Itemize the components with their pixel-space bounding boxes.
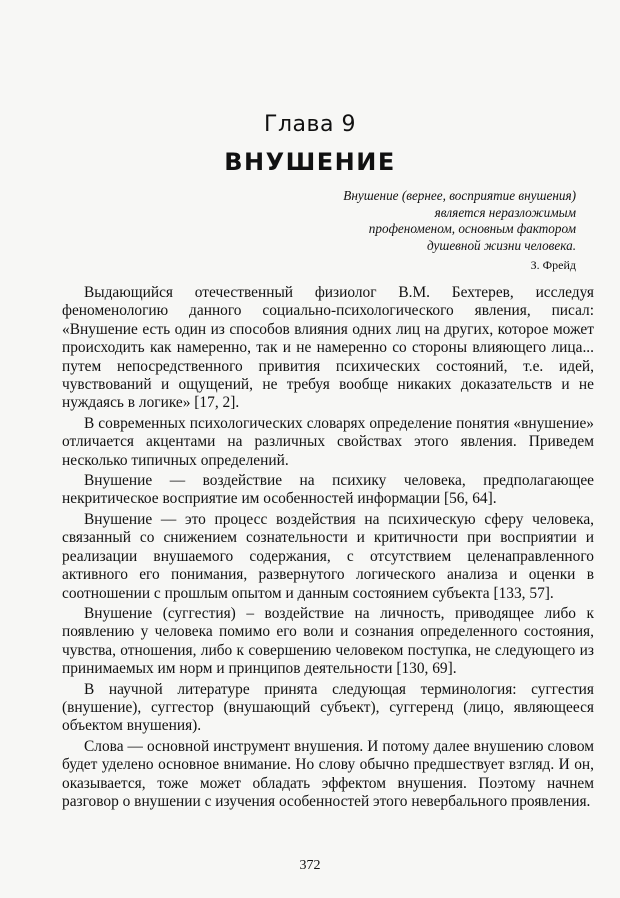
epigraph-line: Внушение (вернее, восприятие внушения) (343, 188, 576, 203)
paragraph: Выдающийся отечественный физиолог В.М. Бехтерев, исследуя феноменологию данного социально-психологического явления, писал: «Внушение есть один из способов влияния одних лиц на других, которое может происходить как намеренно, так и не намеренно со стороны влияющего лица... путем непосредственного привития психических состояний, т.е. идей, чувствований и ощущений, не требуя вообще никаких доказательств и не нуждаясь в логике» [17, 2]. (62, 284, 594, 412)
paragraph: Слова — основной инструмент внушения. И потому далее внушению словом будет уделено основное внимание. Но слову обычно предшествует взгляд. И он, оказывается, тоже может обладать эффектом внушения. Поэтому начнем разговор о внушении с изучения особенностей этого невербального проявления. (62, 737, 594, 810)
epigraph-line: является неразложимым (434, 204, 576, 220)
chapter-label: Глава 9 (264, 112, 356, 137)
epigraph-line: профеноменом, основным фактором (368, 221, 576, 236)
paragraph: В современных психологических словарях определение понятия «внушение» отличается акцентами на различных свойствах этого явления. Приведем несколько типичных определений. (62, 414, 594, 469)
epigraph-author: З. Фрейд (530, 258, 576, 272)
chapter-title: ВНУШЕНИЕ (224, 148, 396, 176)
body-text (62, 284, 594, 813)
paragraph: Внушение (суггестия) – воздействие на личность, приводящее либо к появлению у человека помимо его воли и сознания определенного состояния, чувства, отношения, либо к совершению человеком поступка, не следующего из принимаемых им норм и принципов деятельности [130, 69]. (62, 604, 594, 678)
paragraph: Внушение — это процесс воздействия на психическую сферу человека, связанный со снижением сознательности и критичности при восприятии и реализации внушаемого содержания, с отсутствием целенаправленного активного его понимания, развернутого логического анализа и оценки в соотношении с прошлым опытом и данным состоянием субъекта [133, 57]. (62, 510, 594, 602)
paragraph: В научной литературе принята следующая терминология: суггестия (внушение), суггестор (внушающий субъект), суггеренд (лицо, являющееся объектом внушения). (62, 680, 594, 735)
paragraph: Внушение — воздействие на психику человека, предполагающее некритическое восприятие им особенностей информации [56, 64]. (62, 472, 594, 508)
epigraph-line: душевной жизни человека. (427, 237, 576, 253)
epigraph (256, 188, 576, 254)
page-number: 372 (299, 858, 321, 873)
